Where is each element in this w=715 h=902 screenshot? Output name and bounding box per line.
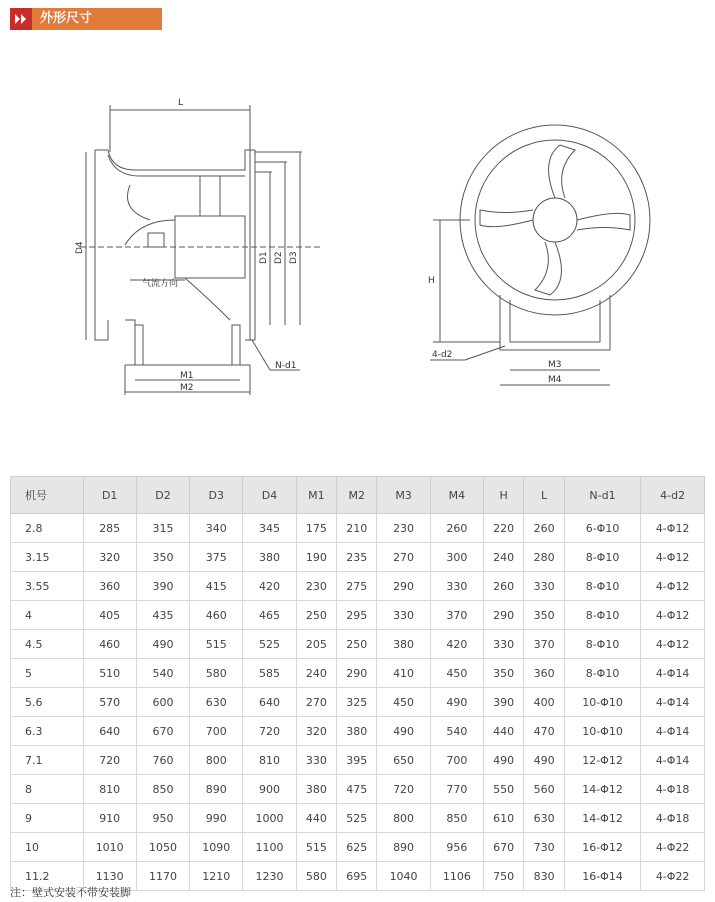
table-cell: 670 (136, 717, 189, 746)
table-cell: 490 (430, 688, 483, 717)
table-cell: 410 (377, 659, 430, 688)
table-cell: 14-Φ12 (564, 804, 640, 833)
table-cell: 380 (377, 630, 430, 659)
table-row (11, 630, 705, 659)
table-cell: 490 (136, 630, 189, 659)
table-cell: 890 (190, 775, 243, 804)
table-header-cell: H (483, 477, 523, 514)
table-cell: 800 (377, 804, 430, 833)
table-cell: 720 (83, 746, 136, 775)
table-cell: 270 (377, 543, 430, 572)
table-cell: 600 (136, 688, 189, 717)
table-cell: 400 (524, 688, 564, 717)
table-cell: 990 (190, 804, 243, 833)
table-cell: 5.6 (11, 688, 84, 717)
table-cell: 3.15 (11, 543, 84, 572)
table-cell: 730 (524, 833, 564, 862)
table-cell: 2.8 (11, 514, 84, 543)
table-header-cell: M3 (377, 477, 430, 514)
table-cell: 270 (296, 688, 336, 717)
table-row (11, 543, 705, 572)
label-L: L (178, 98, 184, 108)
table-cell: 950 (136, 804, 189, 833)
table-cell: 8-Φ10 (564, 630, 640, 659)
table-cell: 910 (83, 804, 136, 833)
table-cell: 720 (243, 717, 296, 746)
table-cell: 8-Φ10 (564, 659, 640, 688)
table-cell: 450 (430, 659, 483, 688)
table-cell: 285 (83, 514, 136, 543)
table-header-cell: M4 (430, 477, 483, 514)
table-row (11, 659, 705, 688)
table-cell: 415 (190, 572, 243, 601)
table-cell: 4-Φ12 (641, 572, 705, 601)
table-cell: 1100 (243, 833, 296, 862)
table-cell: 12-Φ12 (564, 746, 640, 775)
table-cell: 4-Φ18 (641, 804, 705, 833)
table-row (11, 804, 705, 833)
table-cell: 1000 (243, 804, 296, 833)
table-header-cell: L (524, 477, 564, 514)
table-cell: 750 (483, 862, 523, 891)
table-cell: 280 (524, 543, 564, 572)
table-cell: 540 (430, 717, 483, 746)
table-cell: 240 (483, 543, 523, 572)
table-cell: 4-Φ22 (641, 862, 705, 891)
table-header-cell: D2 (136, 477, 189, 514)
table-cell: 465 (243, 601, 296, 630)
table-cell: 14-Φ12 (564, 775, 640, 804)
table-cell: 6.3 (11, 717, 84, 746)
table-cell: 956 (430, 833, 483, 862)
section-header (10, 8, 162, 30)
table-cell: 320 (83, 543, 136, 572)
table-cell: 7.1 (11, 746, 84, 775)
table-cell: 4.5 (11, 630, 84, 659)
table-cell: 10 (11, 833, 84, 862)
table-cell: 300 (430, 543, 483, 572)
table-cell: 700 (430, 746, 483, 775)
table-cell: 720 (377, 775, 430, 804)
table-cell: 4-Φ14 (641, 659, 705, 688)
table-cell: 435 (136, 601, 189, 630)
label-M2: M2 (180, 383, 194, 393)
table-cell: 440 (296, 804, 336, 833)
table-cell: 4 (11, 601, 84, 630)
table-cell: 630 (524, 804, 564, 833)
table-cell: 475 (337, 775, 377, 804)
table-cell: 10-Φ10 (564, 688, 640, 717)
table-cell: 325 (337, 688, 377, 717)
table-row (11, 717, 705, 746)
table-header-cell: D1 (83, 477, 136, 514)
table-cell: 175 (296, 514, 336, 543)
table-cell: 9 (11, 804, 84, 833)
table-cell: 540 (136, 659, 189, 688)
table-cell: 760 (136, 746, 189, 775)
table-cell: 8-Φ10 (564, 601, 640, 630)
table-cell: 350 (524, 601, 564, 630)
table-cell: 4-Φ12 (641, 601, 705, 630)
table-cell: 360 (524, 659, 564, 688)
section-title: 外形尺寸 (32, 8, 162, 30)
table-cell: 580 (190, 659, 243, 688)
table-cell: 1040 (377, 862, 430, 891)
table-cell: 1050 (136, 833, 189, 862)
table-cell: 295 (337, 601, 377, 630)
table-cell: 11.2 (11, 862, 84, 891)
table-cell: 510 (83, 659, 136, 688)
table-cell: 235 (337, 543, 377, 572)
table-cell: 640 (83, 717, 136, 746)
table-cell: 650 (377, 746, 430, 775)
table-cell: 850 (136, 775, 189, 804)
table-cell: 8-Φ10 (564, 543, 640, 572)
table-cell: 395 (337, 746, 377, 775)
table-row (11, 775, 705, 804)
table-cell: 8-Φ10 (564, 572, 640, 601)
label-D2: D2 (274, 251, 284, 264)
table-row (11, 601, 705, 630)
table-header-cell: N-d1 (564, 477, 640, 514)
table-cell: 420 (430, 630, 483, 659)
table-cell: 205 (296, 630, 336, 659)
table-cell: 550 (483, 775, 523, 804)
table-cell: 1106 (430, 862, 483, 891)
table-cell: 630 (190, 688, 243, 717)
label-M4: M4 (548, 375, 562, 385)
label-D3: D3 (289, 251, 299, 264)
label-4-d2: 4-d2 (432, 350, 453, 360)
table-cell: 290 (337, 659, 377, 688)
table-cell: 4-Φ12 (641, 630, 705, 659)
table-cell: 390 (483, 688, 523, 717)
table-cell: 375 (190, 543, 243, 572)
table-cell: 3.55 (11, 572, 84, 601)
table-cell: 830 (524, 862, 564, 891)
table-cell: 16-Φ14 (564, 862, 640, 891)
label-H: H (428, 276, 435, 286)
table-cell: 350 (483, 659, 523, 688)
label-M3: M3 (548, 360, 562, 370)
table-cell: 900 (243, 775, 296, 804)
fan-dimension-drawing (0, 80, 715, 420)
table-cell: 16-Φ12 (564, 833, 640, 862)
table-cell: 1090 (190, 833, 243, 862)
table-cell: 4-Φ14 (641, 746, 705, 775)
table-row (11, 833, 705, 862)
table-cell: 260 (483, 572, 523, 601)
table-cell: 580 (296, 862, 336, 891)
table-cell: 315 (136, 514, 189, 543)
table-cell: 320 (296, 717, 336, 746)
table-cell: 695 (337, 862, 377, 891)
table-cell: 350 (136, 543, 189, 572)
table-body (11, 514, 705, 891)
label-D1: D1 (259, 251, 269, 264)
table-cell: 345 (243, 514, 296, 543)
table-cell: 850 (430, 804, 483, 833)
table-cell: 330 (296, 746, 336, 775)
table-cell: 260 (524, 514, 564, 543)
table-cell: 370 (524, 630, 564, 659)
table-cell: 470 (524, 717, 564, 746)
double-chevron-right-icon (10, 8, 32, 30)
table-cell: 560 (524, 775, 564, 804)
table-cell: 450 (377, 688, 430, 717)
table-cell: 670 (483, 833, 523, 862)
label-D4: D4 (75, 241, 85, 254)
table-cell: 1230 (243, 862, 296, 891)
table-header-row (11, 477, 705, 514)
table-row (11, 572, 705, 601)
table-cell: 4-Φ12 (641, 543, 705, 572)
table-cell: 490 (483, 746, 523, 775)
table-cell: 525 (337, 804, 377, 833)
table-cell: 5 (11, 659, 84, 688)
table-cell: 340 (190, 514, 243, 543)
table-header-cell: D4 (243, 477, 296, 514)
table-cell: 330 (483, 630, 523, 659)
label-airflow: 气流方向 (142, 279, 179, 289)
table-cell: 625 (337, 833, 377, 862)
table-cell: 810 (83, 775, 136, 804)
table-cell: 1010 (83, 833, 136, 862)
table-header-cell: D3 (190, 477, 243, 514)
table-cell: 640 (243, 688, 296, 717)
table-cell: 220 (483, 514, 523, 543)
table-cell: 490 (377, 717, 430, 746)
table-cell: 405 (83, 601, 136, 630)
table-cell: 460 (190, 601, 243, 630)
table-cell: 390 (136, 572, 189, 601)
table-header-cell: M2 (337, 477, 377, 514)
table-row (11, 746, 705, 775)
table-cell: 610 (483, 804, 523, 833)
table-cell: 190 (296, 543, 336, 572)
table-cell: 330 (377, 601, 430, 630)
table-cell: 260 (430, 514, 483, 543)
table-cell: 250 (337, 630, 377, 659)
table-cell: 490 (524, 746, 564, 775)
table-cell: 275 (337, 572, 377, 601)
table-cell: 570 (83, 688, 136, 717)
table-header-cell: M1 (296, 477, 336, 514)
table-cell: 1210 (190, 862, 243, 891)
table-cell: 420 (243, 572, 296, 601)
table-cell: 250 (296, 601, 336, 630)
label-N-d1: N-d1 (275, 361, 297, 371)
table-cell: 6-Φ10 (564, 514, 640, 543)
table-cell: 460 (83, 630, 136, 659)
table-row (11, 514, 705, 543)
table-cell: 525 (243, 630, 296, 659)
table-cell: 4-Φ14 (641, 688, 705, 717)
table-cell: 380 (296, 775, 336, 804)
table-cell: 290 (483, 601, 523, 630)
label-M1: M1 (180, 371, 194, 381)
table-cell: 890 (377, 833, 430, 862)
table-cell: 4-Φ12 (641, 514, 705, 543)
table-cell: 240 (296, 659, 336, 688)
table-cell: 585 (243, 659, 296, 688)
table-cell: 4-Φ18 (641, 775, 705, 804)
table-cell: 210 (337, 514, 377, 543)
table-header-cell: 机号 (11, 477, 84, 514)
table-cell: 370 (430, 601, 483, 630)
dimension-table (10, 476, 705, 891)
table-cell: 8 (11, 775, 84, 804)
table-cell: 330 (524, 572, 564, 601)
table-cell: 515 (190, 630, 243, 659)
footnote: 注：壁式安装不带安装脚 (10, 886, 131, 899)
table-cell: 330 (430, 572, 483, 601)
table-cell: 380 (243, 543, 296, 572)
table-cell: 290 (377, 572, 430, 601)
table-cell: 230 (296, 572, 336, 601)
table-cell: 700 (190, 717, 243, 746)
table-cell: 800 (190, 746, 243, 775)
table-cell: 10-Φ10 (564, 717, 640, 746)
table-cell: 380 (337, 717, 377, 746)
table-header-cell: 4-d2 (641, 477, 705, 514)
table-cell: 515 (296, 833, 336, 862)
table-cell: 810 (243, 746, 296, 775)
table-cell: 4-Φ14 (641, 717, 705, 746)
table-cell: 360 (83, 572, 136, 601)
table-cell: 440 (483, 717, 523, 746)
table-cell: 1130 (83, 862, 136, 891)
table-cell: 770 (430, 775, 483, 804)
table-cell: 4-Φ22 (641, 833, 705, 862)
table-row (11, 688, 705, 717)
table-cell: 1170 (136, 862, 189, 891)
table-cell: 230 (377, 514, 430, 543)
